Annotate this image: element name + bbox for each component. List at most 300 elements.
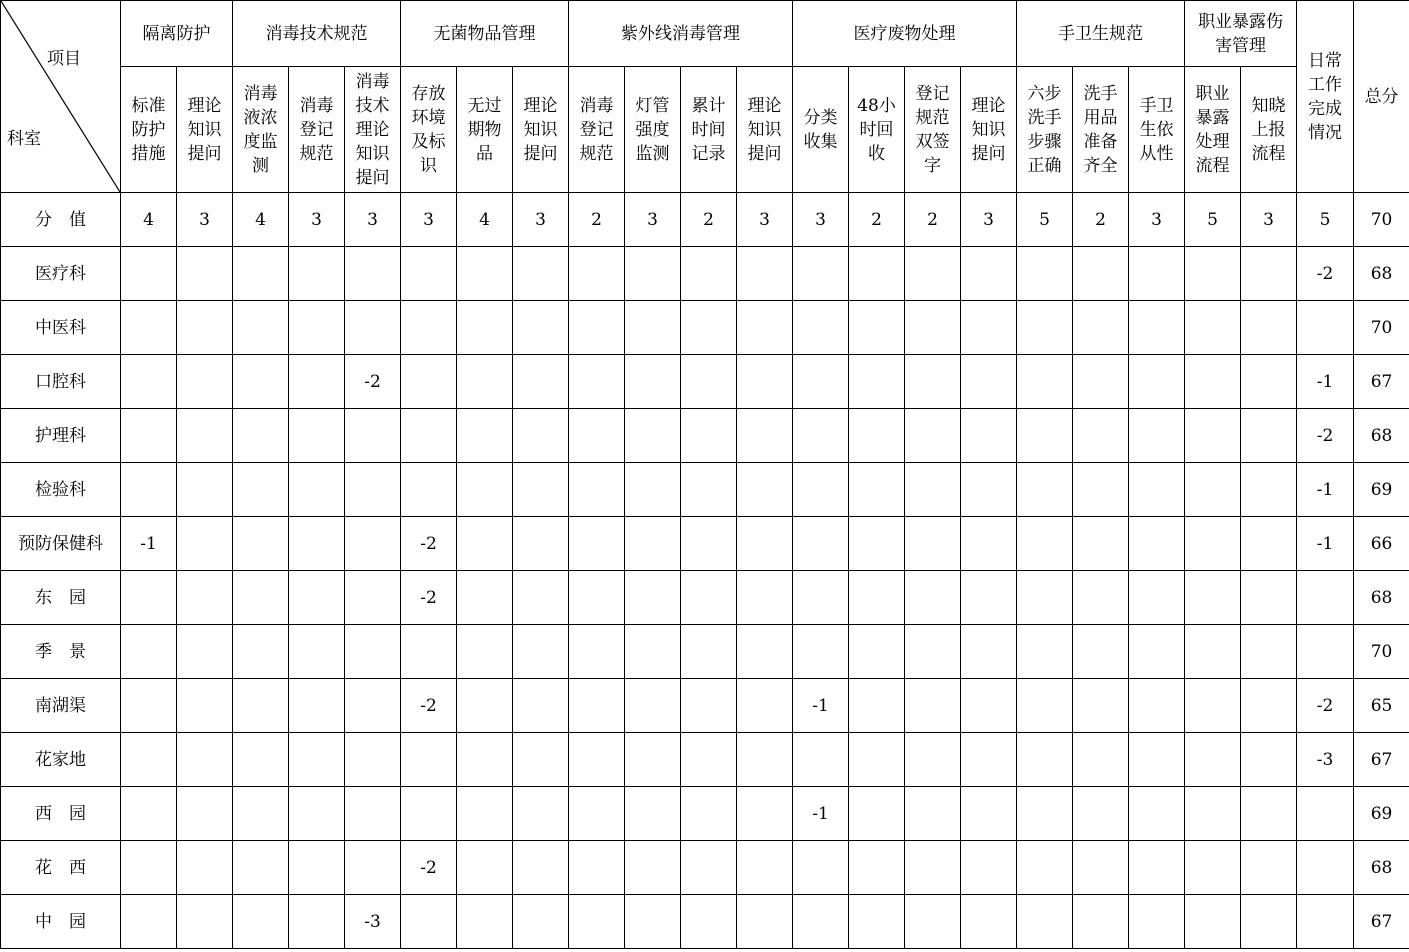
daily-work-deduction-cell [1297, 841, 1354, 895]
table-row [1, 571, 1409, 625]
department-name-cell: 中 园 [1, 895, 121, 949]
deduction-cell [681, 895, 737, 949]
deduction-cell [737, 247, 793, 301]
group-header-cell [233, 1, 401, 67]
sub-column-header-cell [569, 67, 625, 193]
deduction-cell [1185, 463, 1241, 517]
sub-column-header-cell [1017, 67, 1073, 193]
deduction-cell [1185, 625, 1241, 679]
department-name-cell: 预防保健科 [1, 517, 121, 571]
deduction-cell [849, 301, 905, 355]
deduction-cell [1241, 247, 1297, 301]
table-row [1, 463, 1409, 517]
header-group-row [1, 1, 1409, 67]
sub-column-header-cell [289, 67, 345, 193]
deduction-cell [1073, 409, 1129, 463]
deduction-cell [1129, 679, 1185, 733]
daily-work-deduction-cell: -2 [1297, 409, 1354, 463]
deduction-cell [793, 841, 849, 895]
score-value-cell: 3 [513, 193, 569, 247]
sub-column-header-label: 消毒技术理论知识提问 [355, 71, 390, 188]
sub-column-header-label: 职业暴露处理流程 [1195, 83, 1230, 176]
sub-column-header-cell [961, 67, 1017, 193]
deduction-cell [401, 409, 457, 463]
deduction-cell [177, 733, 233, 787]
deduction-cell [457, 841, 513, 895]
deduction-cell [737, 301, 793, 355]
deduction-cell [1241, 517, 1297, 571]
deduction-cell [289, 841, 345, 895]
deduction-cell: -2 [401, 841, 457, 895]
total-score-cell: 67 [1354, 733, 1409, 787]
sub-column-header-label: 存放环境及标识 [411, 83, 446, 176]
deduction-cell [625, 463, 681, 517]
deduction-cell [1017, 301, 1073, 355]
deduction-cell [737, 571, 793, 625]
deduction-cell [1017, 463, 1073, 517]
deduction-cell [625, 301, 681, 355]
deduction-cell [569, 733, 625, 787]
deduction-cell [569, 679, 625, 733]
deduction-cell [1017, 247, 1073, 301]
deduction-cell [569, 571, 625, 625]
deduction-cell [513, 625, 569, 679]
deduction-cell [233, 247, 289, 301]
deduction-cell [569, 625, 625, 679]
table-row [1, 301, 1409, 355]
deduction-cell [1017, 625, 1073, 679]
table-row [1, 409, 1409, 463]
deduction-cell [1017, 787, 1073, 841]
deduction-cell [401, 625, 457, 679]
deduction-cell [513, 841, 569, 895]
deduction-cell [121, 409, 177, 463]
daily-work-deduction-cell [1297, 301, 1354, 355]
score-value-cell: 3 [289, 193, 345, 247]
sub-column-header-label: 48小时回收 [857, 95, 896, 164]
deduction-cell [793, 571, 849, 625]
deduction-cell [737, 463, 793, 517]
deduction-cell [121, 355, 177, 409]
deduction-cell [1073, 247, 1129, 301]
sub-column-header-cell [793, 67, 849, 193]
score-value-cell: 3 [737, 193, 793, 247]
score-value-row [1, 193, 1409, 247]
deduction-cell [1185, 355, 1241, 409]
deduction-cell [569, 355, 625, 409]
deduction-cell: -2 [345, 355, 401, 409]
deduction-cell [1241, 625, 1297, 679]
sub-column-header-cell [625, 67, 681, 193]
deduction-cell: -2 [401, 679, 457, 733]
score-value-cell: 3 [1241, 193, 1297, 247]
table-row [1, 733, 1409, 787]
deduction-cell [233, 895, 289, 949]
deduction-cell [849, 463, 905, 517]
deduction-cell [1241, 841, 1297, 895]
deduction-cell [1241, 571, 1297, 625]
total-header-label: 总分 [1364, 86, 1399, 107]
deduction-cell [457, 247, 513, 301]
deduction-cell [1241, 463, 1297, 517]
deduction-cell [625, 895, 681, 949]
deduction-cell [569, 895, 625, 949]
deduction-cell [849, 247, 905, 301]
score-value-cell: 2 [681, 193, 737, 247]
deduction-cell [905, 679, 961, 733]
department-name-cell: 南湖渠 [1, 679, 121, 733]
deduction-cell [345, 463, 401, 517]
deduction-cell [1129, 625, 1185, 679]
deduction-cell [177, 301, 233, 355]
score-value-cell: 5 [1185, 193, 1241, 247]
deduction-cell [233, 463, 289, 517]
deduction-cell [121, 625, 177, 679]
department-name-cell: 口腔科 [1, 355, 121, 409]
deduction-cell [569, 409, 625, 463]
sub-column-header-label: 标准防护措施 [131, 95, 166, 164]
table-row [1, 787, 1409, 841]
deduction-cell [849, 517, 905, 571]
department-name-cell: 中医科 [1, 301, 121, 355]
sub-column-header-label: 消毒登记规范 [299, 95, 334, 164]
deduction-cell [793, 733, 849, 787]
deduction-cell [905, 247, 961, 301]
deduction-cell [1073, 895, 1129, 949]
deduction-cell [569, 787, 625, 841]
deduction-cell [905, 301, 961, 355]
sub-column-header-label: 累计时间记录 [691, 95, 726, 164]
deduction-cell [1129, 895, 1185, 949]
deduction-cell [401, 247, 457, 301]
deduction-cell [849, 733, 905, 787]
group-header-cell [401, 1, 569, 67]
deduction-cell [121, 841, 177, 895]
deduction-cell: -1 [121, 517, 177, 571]
sub-column-header-cell [737, 67, 793, 193]
score-value-cell: 3 [401, 193, 457, 247]
score-value-cell: 3 [961, 193, 1017, 247]
sub-column-header-cell [905, 67, 961, 193]
deduction-cell [1129, 409, 1185, 463]
total-score-cell: 68 [1354, 841, 1409, 895]
total-score-cell: 68 [1354, 247, 1409, 301]
deduction-cell [233, 409, 289, 463]
score-value-cell: 3 [625, 193, 681, 247]
deduction-cell [961, 463, 1017, 517]
deduction-cell [1073, 841, 1129, 895]
deduction-cell [513, 679, 569, 733]
deduction-cell [1129, 355, 1185, 409]
deduction-cell [233, 301, 289, 355]
score-value-cell: 5 [1017, 193, 1073, 247]
deduction-cell [1073, 301, 1129, 355]
deduction-cell [121, 895, 177, 949]
deduction-cell [121, 787, 177, 841]
deduction-cell [233, 679, 289, 733]
score-value-cell: 2 [1073, 193, 1129, 247]
deduction-cell [793, 463, 849, 517]
deduction-cell [961, 841, 1017, 895]
deduction-cell [1073, 733, 1129, 787]
table-row [1, 895, 1409, 949]
deduction-cell [233, 841, 289, 895]
deduction-cell [1129, 733, 1185, 787]
deduction-cell [289, 571, 345, 625]
deduction-cell [1017, 409, 1073, 463]
deduction-cell [1185, 517, 1241, 571]
deduction-cell [177, 355, 233, 409]
deduction-cell [1241, 895, 1297, 949]
deduction-cell [1241, 409, 1297, 463]
deduction-cell [457, 733, 513, 787]
daily-work-deduction-cell: -1 [1297, 355, 1354, 409]
deduction-cell [1073, 463, 1129, 517]
deduction-cell [905, 895, 961, 949]
deduction-cell [513, 895, 569, 949]
deduction-cell [961, 733, 1017, 787]
deduction-cell [177, 679, 233, 733]
total-score-cell: 66 [1354, 517, 1409, 571]
deduction-cell [1073, 679, 1129, 733]
deduction-cell [681, 355, 737, 409]
deduction-cell [569, 301, 625, 355]
deduction-cell [681, 517, 737, 571]
deduction-cell: -1 [793, 679, 849, 733]
deduction-cell [681, 463, 737, 517]
department-name-cell: 检验科 [1, 463, 121, 517]
deduction-cell [905, 787, 961, 841]
deduction-cell [681, 409, 737, 463]
deduction-cell [345, 841, 401, 895]
department-name-cell: 东 园 [1, 571, 121, 625]
deduction-cell [961, 247, 1017, 301]
deduction-cell [569, 463, 625, 517]
deduction-cell [737, 625, 793, 679]
table-row [1, 841, 1409, 895]
deduction-cell [849, 355, 905, 409]
deduction-cell [737, 895, 793, 949]
deduction-cell [1185, 679, 1241, 733]
deduction-cell [1241, 733, 1297, 787]
total-score-cell: 68 [1354, 571, 1409, 625]
deduction-cell [457, 355, 513, 409]
department-name-cell: 护理科 [1, 409, 121, 463]
deduction-cell [793, 355, 849, 409]
deduction-cell [1017, 841, 1073, 895]
deduction-cell [289, 787, 345, 841]
table-row [1, 679, 1409, 733]
deduction-cell [905, 517, 961, 571]
deduction-cell [1185, 571, 1241, 625]
deduction-cell [233, 355, 289, 409]
sub-column-header-cell [401, 67, 457, 193]
sub-column-header-label: 知晓上报流程 [1251, 95, 1286, 164]
deduction-cell [513, 409, 569, 463]
header-sub-row [1, 67, 1409, 193]
deduction-cell [457, 787, 513, 841]
deduction-cell: -2 [401, 571, 457, 625]
deduction-cell [625, 571, 681, 625]
deduction-cell [681, 571, 737, 625]
sub-column-header-cell [1129, 67, 1185, 193]
sub-column-header-label: 洗手用品准备齐全 [1083, 83, 1118, 176]
deduction-cell [905, 463, 961, 517]
deduction-cell [569, 517, 625, 571]
deduction-cell [233, 517, 289, 571]
sub-column-header-label: 消毒液浓度监测 [243, 83, 278, 176]
corner-header-cell [1, 1, 121, 193]
deduction-cell [961, 895, 1017, 949]
deduction-cell [289, 733, 345, 787]
deduction-cell [401, 895, 457, 949]
deduction-cell [849, 895, 905, 949]
deduction-cell [401, 787, 457, 841]
score-row-label: 分 值 [1, 193, 121, 247]
daily-work-deduction-cell [1297, 571, 1354, 625]
deduction-cell [513, 787, 569, 841]
deduction-cell [737, 733, 793, 787]
score-value-cell: 2 [905, 193, 961, 247]
deduction-cell [1129, 841, 1185, 895]
daily-work-header-cell [1297, 1, 1354, 193]
deduction-cell [513, 247, 569, 301]
deduction-cell [401, 301, 457, 355]
score-value-cell: 2 [849, 193, 905, 247]
deduction-cell [121, 571, 177, 625]
sub-column-header-label: 分类收集 [803, 107, 838, 152]
score-daily-cell: 5 [1297, 193, 1354, 247]
sub-column-header-cell [177, 67, 233, 193]
deduction-cell [121, 733, 177, 787]
deduction-cell [513, 733, 569, 787]
deduction-cell [905, 733, 961, 787]
deduction-cell [625, 247, 681, 301]
deduction-cell [849, 841, 905, 895]
deduction-cell [177, 625, 233, 679]
total-score-cell: 67 [1354, 895, 1409, 949]
deduction-cell [513, 517, 569, 571]
deduction-cell [177, 841, 233, 895]
deduction-cell [961, 517, 1017, 571]
deduction-cell [289, 409, 345, 463]
deduction-cell [1017, 355, 1073, 409]
deduction-cell [961, 787, 1017, 841]
corner-label-dept: 科室 [7, 129, 41, 149]
score-value-cell: 3 [793, 193, 849, 247]
deduction-cell [681, 787, 737, 841]
deduction-cell [513, 301, 569, 355]
diagonal-line [1, 1, 120, 192]
daily-work-deduction-cell: -1 [1297, 463, 1354, 517]
daily-work-deduction-cell: -2 [1297, 247, 1354, 301]
deduction-cell [177, 787, 233, 841]
sub-column-header-cell [1241, 67, 1297, 193]
deduction-cell [681, 247, 737, 301]
deduction-cell [401, 355, 457, 409]
deduction-cell [289, 463, 345, 517]
deduction-cell [1017, 679, 1073, 733]
group-header-cell [1017, 1, 1185, 67]
deduction-cell [457, 679, 513, 733]
deduction-cell [1017, 571, 1073, 625]
deduction-cell [177, 409, 233, 463]
deduction-cell [793, 409, 849, 463]
table-row [1, 247, 1409, 301]
deduction-cell [513, 463, 569, 517]
deduction-cell [1129, 517, 1185, 571]
group-header-cell [121, 1, 233, 67]
deduction-cell [737, 679, 793, 733]
corner-label-item: 项目 [47, 49, 81, 69]
deduction-cell [289, 247, 345, 301]
deduction-cell [177, 895, 233, 949]
deduction-cell [513, 355, 569, 409]
department-name-cell: 花家地 [1, 733, 121, 787]
score-total-cell: 70 [1354, 193, 1409, 247]
sub-column-header-label: 灯管强度监测 [635, 95, 670, 164]
deduction-cell [345, 625, 401, 679]
deduction-cell [961, 679, 1017, 733]
daily-work-deduction-cell: -3 [1297, 733, 1354, 787]
deduction-cell [849, 625, 905, 679]
deduction-cell [625, 841, 681, 895]
deduction-cell [625, 517, 681, 571]
deduction-cell [793, 625, 849, 679]
deduction-cell [289, 679, 345, 733]
deduction-cell [177, 517, 233, 571]
deduction-cell [849, 787, 905, 841]
sub-column-header-cell [457, 67, 513, 193]
deduction-cell [1185, 841, 1241, 895]
deduction-cell [625, 625, 681, 679]
sub-column-header-label: 六步洗手步骤正确 [1027, 83, 1062, 176]
deduction-cell [1241, 355, 1297, 409]
deduction-cell [1017, 733, 1073, 787]
deduction-cell [1185, 733, 1241, 787]
deduction-cell [1129, 463, 1185, 517]
score-value-cell: 3 [345, 193, 401, 247]
deduction-cell [849, 571, 905, 625]
sub-column-header-label: 消毒登记规范 [579, 95, 614, 164]
deduction-cell [233, 625, 289, 679]
group-header-label: 无菌物品管理 [433, 23, 536, 44]
deduction-cell [681, 625, 737, 679]
deduction-cell [1129, 787, 1185, 841]
group-header-label: 消毒技术规范 [265, 23, 368, 44]
deduction-cell [457, 517, 513, 571]
deduction-cell [849, 679, 905, 733]
deduction-cell [233, 733, 289, 787]
deduction-cell [121, 247, 177, 301]
total-score-cell: 69 [1354, 787, 1409, 841]
group-header-label: 手卫生规范 [1058, 23, 1144, 44]
deduction-cell [625, 733, 681, 787]
deduction-cell [793, 247, 849, 301]
deduction-cell [289, 355, 345, 409]
group-header-label: 隔离防护 [142, 23, 211, 44]
deduction-cell: -3 [345, 895, 401, 949]
score-value-cell: 4 [457, 193, 513, 247]
deduction-cell [905, 571, 961, 625]
sub-column-header-label: 理论知识提问 [187, 95, 222, 164]
table-row [1, 355, 1409, 409]
deduction-cell [1129, 571, 1185, 625]
total-score-cell: 67 [1354, 355, 1409, 409]
deduction-cell [457, 463, 513, 517]
deduction-cell [1241, 301, 1297, 355]
sub-column-header-label: 无过期物品 [467, 95, 502, 164]
